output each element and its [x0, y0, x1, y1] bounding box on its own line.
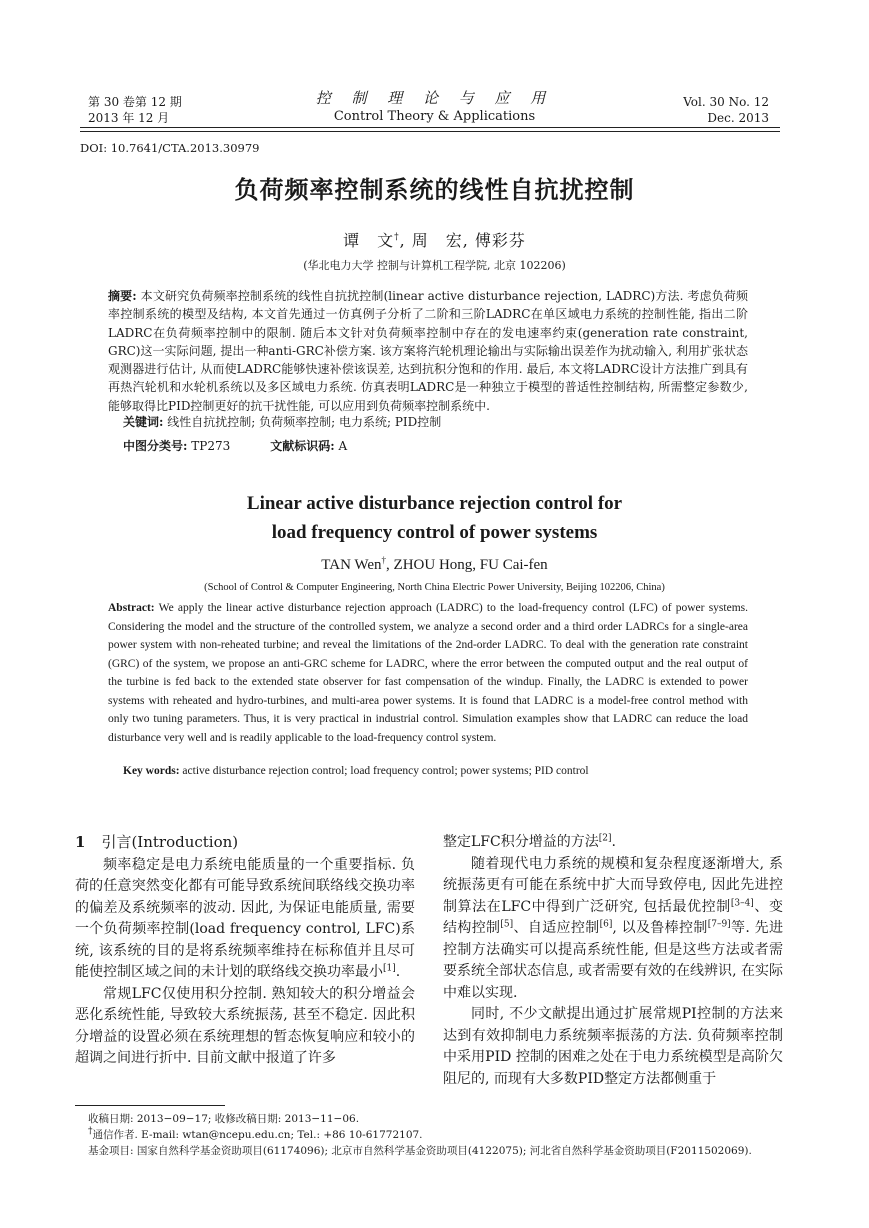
corresponding-mark: † [394, 232, 400, 243]
received-date: 收稿日期: 2013−09−17; 收修改稿日期: 2013−11−06. [88, 1113, 360, 1125]
abstract-en [108, 599, 748, 747]
citation: [1] [383, 963, 396, 974]
classification-cn [123, 437, 347, 454]
paper-title-cn: 负荷频率控制系统的线性自抗扰控制 [234, 175, 635, 204]
intro-paragraph-2: 常规LFC仅使用积分控制. 熟知较大的积分增益会恶化系统性能, 导致较大系统振荡, 甚至不稳定. 因此积分增益的设置必须在系统理想的暂态恢复响应和较小的超调之间进行折中. 目前文献中报道了许多 [75, 985, 415, 1066]
header-volume-cn: 第 30 卷第 12 期 [88, 95, 182, 109]
header-rule-thick [80, 127, 780, 128]
author-first-cn: 谭 文 [343, 231, 395, 250]
paper-title-en [0, 489, 869, 547]
abstract-cn [108, 287, 748, 415]
section-title: 引言(Introduction) [101, 833, 239, 851]
header-date-en: Dec. 2013 [707, 111, 769, 125]
intro-paragraph-1: 频率稳定是电力系统电能质量的一个重要指标. 负荷的任意突然变化都有可能导致系统间联络线交换功率的偏差及系统频率的波动. 因此, 为保证电能质量, 需要一个负荷频率控制(load frequency control, LFC)系统, 该系统的目的是将系统频率维持在标称值并且尽可能使控制区域之间的未计划的联络线交换功率最小[1]. [75, 856, 415, 980]
header-issue-en [683, 94, 769, 126]
doi: DOI: 10.7641/CTA.2013.30979 [80, 141, 260, 155]
header-volume-en: Vol. 30 No. 12 [683, 95, 769, 109]
authors-rest-cn: , 周 宏, 傅彩芬 [399, 231, 526, 250]
abstract-text-cn: 本文研究负荷频率控制系统的线性自抗扰控制(linear active disturbance rejection, LADRC)方法. 考虑负荷频率控制系统的模型及结构, 本文首先通过一仿真例子分析了二阶和三阶LADRC在单区域电力系统的控制性能, 指出二阶LADRC在负荷频率控制中的限制. 随后本文针对负荷频率控制中存在的发电速率约束(generation rate constraint, GRC)这一实际问题, 提出一种anti-GRC补偿方案. 该方案将汽轮机理论输出与实际输出误差作为扰动输入, 利用扩张状态观测器进行估计, 从而使LADRC能够快速补偿该误差, 达到抗积分饱和的作用. 最后, 本文将LADRC设计方法推广到具有再热汽轮机和水轮机系统以及多区域电力系统. 仿真表明LADRC是一种独立于模型的普适性控制结构, 所需整定参数少, 能够取得比PID控制更好的抗干扰性能, 可以应用到负荷频率控制系统中. [108, 289, 748, 413]
class-value: TP273 [187, 439, 231, 453]
intro-paragraph-2-cont: 整定LFC积分增益的方法[2]. [443, 833, 616, 850]
affiliation-cn: (华北电力大学 控制与计算机工程学院, 北京 102206) [303, 259, 566, 272]
authors-en [0, 557, 869, 574]
keywords-label-en: Key words: [123, 765, 180, 777]
keywords-text-cn: 线性自抗扰控制; 负荷频率控制; 电力系统; PID控制 [163, 415, 442, 429]
corresponding-mark-en: † [381, 555, 387, 565]
journal-name-cn: 控 制 理 论 与 应 用 [315, 89, 554, 107]
section-heading [75, 832, 415, 854]
citation: [6] [599, 919, 613, 930]
citation: [7–9] [707, 919, 731, 930]
intro-paragraph-4: 同时, 不少文献提出通过扩展常规PI控制的方法来达到有效抑制电力系统频率振荡的方法. 负荷频率控制中采用PID 控制的困难之处在于电力系统模型是高阶欠阻尼的, 而现有大多数PID整定方法都侧重于 [443, 1006, 783, 1087]
abstract-label-en: Abstract: [108, 602, 155, 614]
affiliation-en: (School of Control & Computer Engineering, North China Electric Power University, Beijing 102206, China) [204, 582, 665, 593]
header-date-cn: 2013 年 12 月 [88, 111, 170, 125]
citation: [2] [598, 833, 612, 844]
keywords-label-cn: 关键词: [123, 415, 164, 429]
title-en-line2: load frequency control of power systems [271, 522, 598, 543]
intro-paragraph-3: 随着现代电力系统的规模和复杂程度逐渐增大, 系统振荡更有可能在系统中扩大而导致停电, 因此先进控制算法在LFC中得到广泛研究, 包括最优控制[3–4]、变结构控制[5]、自适应控制[6], 以及鲁棒控制[7–9]等. 先进控制方法确实可以提高系统性能, 但是这些方法或者需要系统全部状态信息, 或者需要有效的在线辨识, 在实际中难以实现. [443, 855, 784, 1001]
doc-code-value: A [334, 439, 348, 453]
authors-cn [0, 228, 869, 251]
citation: [3–4] [730, 897, 754, 908]
corresponding-author: †通信作者. E-mail: wtan@ncepu.edu.cn; Tel.: +86 10-61772107. [88, 1126, 423, 1141]
footnote-rule [75, 1105, 225, 1106]
abstract-text-en: We apply the linear active disturbance rejection approach (LADRC) to the load-frequency control (LFC) of power systems. Considering the model and the structure of the controlled system, we analyze a second order and a third order LADRCs for a single-area power system with non-reheated turbine; and reveal the limitations of the 2nd-order LADRC. To deal with the generation rate constraint (GRC) of the system, we propose an anti-GRC scheme for LADRC, where the error between the computed output and the real output of the turbine is fed back to the extended state observer for fast compensation of the windup. Finally, the LADRC is extended to power systems with reheated and hydro-turbines, and multi-area power systems. It is found that LADRC is a model-free control method with only two tuning parameters. Thus, it is very practical in industrial control. Simulation examples show that LADRC can reduce the load disturbance very well and is readily applicable to the load-frequency control system. [108, 602, 748, 744]
author-first-en: TAN Wen [321, 557, 382, 573]
body-column-right [443, 832, 783, 1090]
citation: [5] [500, 919, 514, 930]
journal-name-en: Control Theory & Applications [333, 109, 536, 124]
authors-rest-en: , ZHOU Hong, FU Cai-fen [386, 557, 548, 573]
footnotes [88, 1111, 808, 1159]
title-en-line1: Linear active disturbance rejection control for [246, 493, 623, 514]
keywords-text-en: active disturbance rejection control; load frequency control; power systems; PID control [179, 765, 589, 777]
keywords-cn [123, 413, 441, 430]
body-column-left [75, 832, 415, 1070]
doc-code-label: 文献标识码: [270, 439, 335, 453]
header-rule-thin [80, 131, 780, 132]
section-number: 1 [75, 833, 86, 851]
funding: 基金项目: 国家自然科学基金资助项目(61174096); 北京市自然科学基金资助项目(4122075); 河北省自然科学基金资助项目(F2011502069). [88, 1145, 752, 1157]
class-label: 中图分类号: [123, 439, 188, 453]
keywords-en [123, 765, 589, 777]
abstract-label-cn: 摘要: [108, 289, 137, 303]
